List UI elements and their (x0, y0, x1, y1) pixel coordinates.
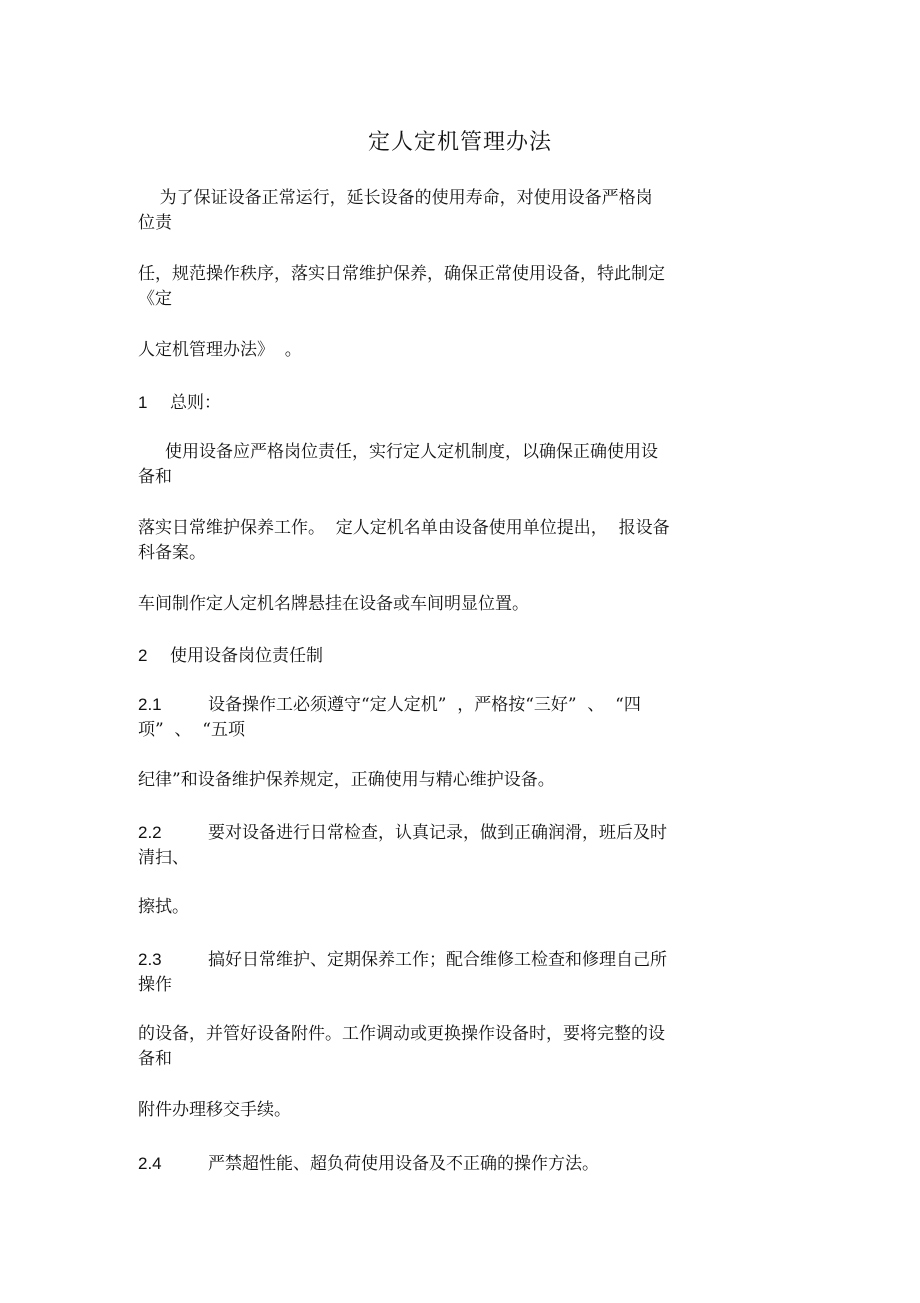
clause (138, 1151, 738, 1177)
clause-number: 2.1 (138, 695, 162, 714)
paragraph-line: 严禁超性能、超负荷使用设备及不正确的操作方法。 (208, 1154, 599, 1174)
clause (138, 820, 738, 871)
paragraph (138, 895, 738, 920)
clause (138, 947, 738, 998)
paragraph-line: 操作 (138, 975, 172, 995)
paragraph (138, 1022, 738, 1072)
paragraph (138, 262, 738, 312)
paragraph-line: 搞好日常维护、定期保养工作；配合维修工检查和修理自己所 (208, 950, 667, 970)
paragraph-line: 使用设备应严格岗位责任，实行定人定机制度，以确保正确使用设 (138, 442, 659, 462)
paragraph-line: 要对设备进行日常检查，认真记录，做到正确润滑，班后及时 (208, 823, 667, 843)
paragraph-line: 的设备，并管好设备附件。工作调动或更换操作设备时，要将完整的设 (138, 1024, 665, 1044)
paragraph-line: 擦拭。 (138, 897, 189, 917)
paragraph (138, 338, 738, 363)
page-title: 定人定机管理办法 (367, 130, 552, 155)
paragraph-line: 备和 (138, 467, 172, 487)
paragraph-line: 任，规范操作秩序，落实日常维护保养，确保正常使用设备，特此制定 (138, 264, 665, 284)
paragraph (138, 1098, 738, 1123)
clause-number: 2.2 (138, 823, 162, 842)
clause-number: 2.4 (138, 1154, 162, 1173)
paragraph-line: 车间制作定人定机名牌悬挂在设备或车间明显位置。 (138, 594, 529, 614)
paragraph-line: 清扫、 (138, 848, 189, 868)
paragraph (138, 186, 738, 236)
paragraph-line: 纪律”和设备维护保养规定，正确使用与精心维护设备。 (138, 770, 555, 790)
section-heading (138, 643, 738, 669)
paragraph-line: 《定 (138, 289, 172, 309)
clause-number: 2.3 (138, 950, 162, 969)
paragraph-line: 人定机管理办法》 。 (138, 340, 302, 360)
paragraph-line: 附件办理移交手续。 (138, 1100, 291, 1120)
section-title: 总则： (170, 393, 221, 413)
section-heading (138, 390, 738, 416)
paragraph-line: 备和 (138, 1049, 172, 1069)
paragraph-line: 设备操作工必须遵守“定人定机” ，严格按“三好” 、 “四 (208, 695, 641, 715)
paragraph-line: 为了保证设备正常运行，延长设备的使用寿命，对使用设备严格岗 (138, 188, 653, 208)
section-number: 1 (138, 393, 148, 412)
clause (138, 692, 738, 743)
paragraph-line: 落实日常维护保养工作。 定人定机名单由设备使用单位提出， 报设备 (138, 518, 670, 538)
paragraph-line: 项” 、 “五项 (138, 720, 245, 740)
paragraph (138, 516, 738, 566)
paragraph-line: 位责 (138, 213, 172, 233)
paragraph-line: 科备案。 (138, 543, 206, 563)
paragraph (138, 768, 738, 793)
section-title: 使用设备岗位责任制 (170, 646, 323, 666)
paragraph (138, 592, 738, 617)
paragraph (138, 440, 738, 490)
section-number: 2 (138, 646, 148, 665)
